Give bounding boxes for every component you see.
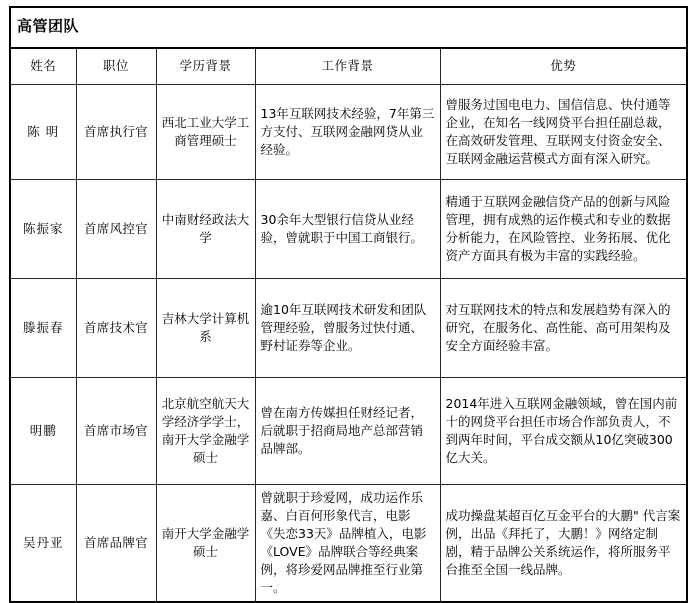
cell-name: 陈 明 bbox=[10, 85, 76, 180]
column-header-education: 学历背景 bbox=[156, 48, 255, 85]
table-row bbox=[10, 180, 687, 279]
table-row bbox=[10, 279, 687, 378]
cell-name: 陈振家 bbox=[10, 180, 76, 279]
column-header-name: 姓名 bbox=[10, 48, 76, 85]
cell-advantage: 2014年进入互联网金融领域，曾在国内前十的网贷平台担任市场合作部负责人，不到两年时间，平台成交额从10亿突破300亿大关。 bbox=[440, 378, 687, 485]
cell-work: 曾就职于珍爱网，成功运作乐嘉、白百何形象代言，电影《失恋33天》品牌植入，电影《LOVE》品牌联合等经典案例，将珍爱网品牌推至行业第一。 bbox=[255, 485, 440, 603]
cell-advantage: 对互联网技术的特点和发展趋势有深入的研究，在服务化、高性能、高可用架构及安全方面经验丰富。 bbox=[440, 279, 687, 378]
column-header-work: 工作背景 bbox=[255, 48, 440, 85]
cell-name: 明鹏 bbox=[10, 378, 76, 485]
page-title: 高管团队 bbox=[10, 7, 687, 48]
cell-education: 吉林大学计算机系 bbox=[156, 279, 255, 378]
cell-advantage: 成功操盘某超百亿互金平台的大鹏" 代言案例，出品《拜托了，大鹏！》网络定制剧，精于品牌公关系统运作，将所服务平台推至全国一线品牌。 bbox=[440, 485, 687, 603]
table-title-row bbox=[10, 7, 687, 48]
table-header-row bbox=[10, 48, 687, 85]
cell-education: 北京航空航天大学经济学学士，南开大学金融学硕士 bbox=[156, 378, 255, 485]
cell-position: 首席市场官 bbox=[76, 378, 156, 485]
cell-position: 首席风控官 bbox=[76, 180, 156, 279]
cell-position: 首席技术官 bbox=[76, 279, 156, 378]
cell-education: 中南财经政法大学 bbox=[156, 180, 255, 279]
column-header-advantage: 优势 bbox=[440, 48, 687, 85]
cell-education: 西北工业大学工商管理硕士 bbox=[156, 85, 255, 180]
cell-work: 13年互联网技术经验，7年第三方支付、互联网金融网贷从业经验。 bbox=[255, 85, 440, 180]
cell-name: 吴丹亚 bbox=[10, 485, 76, 603]
cell-education: 南开大学金融学硕士 bbox=[156, 485, 255, 603]
cell-name: 滕振春 bbox=[10, 279, 76, 378]
cell-position: 首席品牌官 bbox=[76, 485, 156, 603]
table-row bbox=[10, 85, 687, 180]
exec-team-table bbox=[9, 6, 688, 603]
cell-work: 30余年大型银行信贷从业经验，曾就职于中国工商银行。 bbox=[255, 180, 440, 279]
cell-advantage: 曾服务过国电电力、国信信息、快付通等企业，在知名一线网贷平台担任副总裁，在高效研发管理、互联网支付资金安全、互联网金融运营模式方面有深入研究。 bbox=[440, 85, 687, 180]
table-row bbox=[10, 378, 687, 485]
column-header-position: 职位 bbox=[76, 48, 156, 85]
table-row bbox=[10, 485, 687, 603]
cell-work: 逾10年互联网技术研发和团队管理经验，曾服务过快付通、野村证券等企业。 bbox=[255, 279, 440, 378]
cell-advantage: 精通于互联网金融信贷产品的创新与风险管理，拥有成熟的运作模式和专业的数据分析能力，在风险管控、业务拓展、优化资产方面具有极为丰富的实践经验。 bbox=[440, 180, 687, 279]
cell-position: 首席执行官 bbox=[76, 85, 156, 180]
cell-work: 曾在南方传媒担任财经记者，后就职于招商局地产总部营销品牌部。 bbox=[255, 378, 440, 485]
